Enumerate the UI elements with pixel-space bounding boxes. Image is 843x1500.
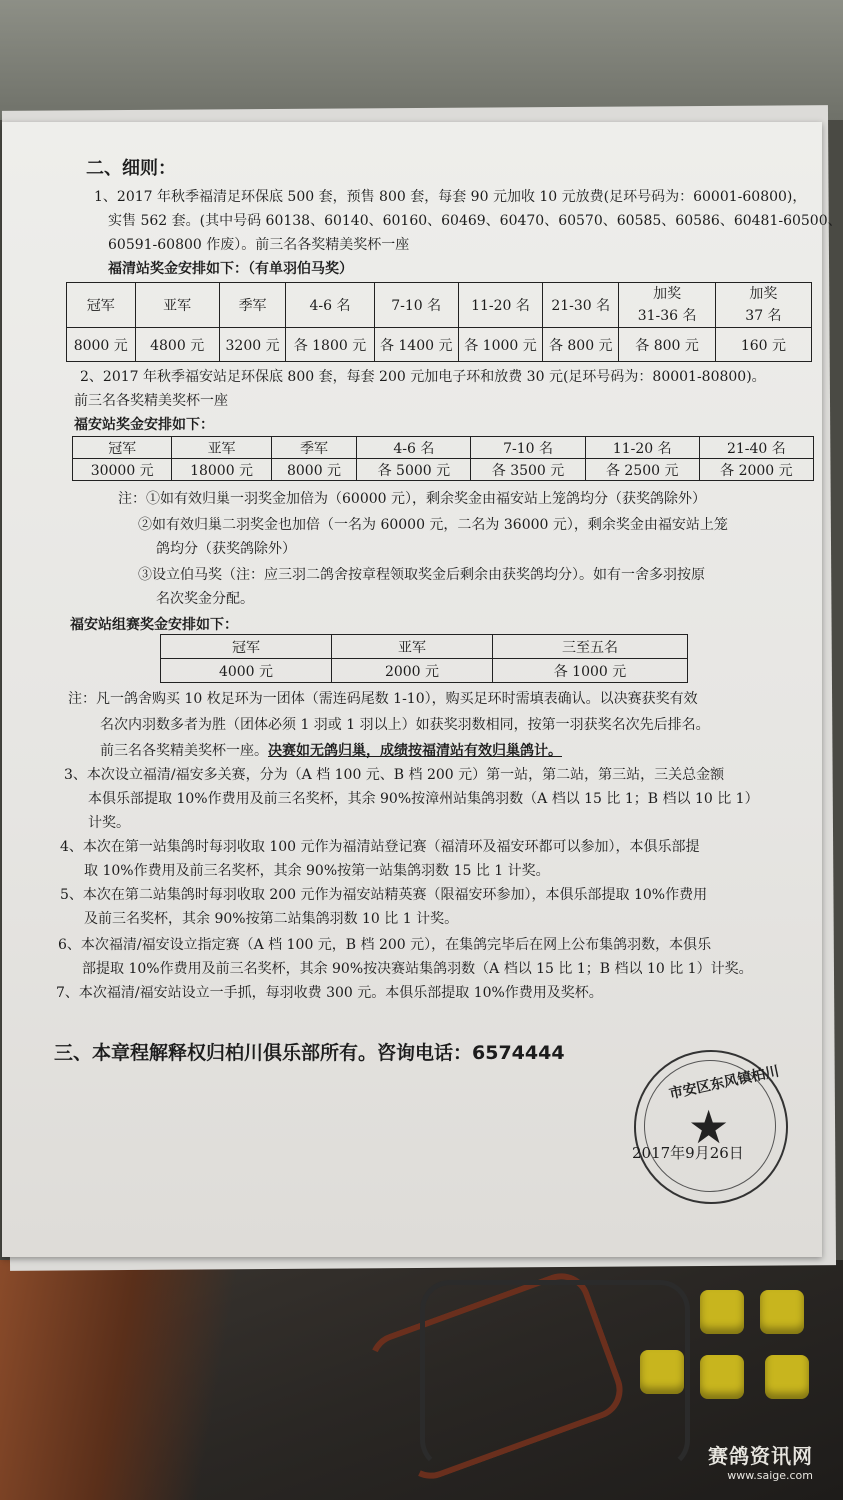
table-row [73,437,814,459]
table-cell: 各 800 元 [543,328,619,362]
item-3-line-1: 3、本次设立福清/福安多关赛，分为（A 档 100 元、B 档 200 元）第一站，第二站，第三站，三关总金额 [64,767,725,783]
team-note-trophy: 前三名各奖精美奖杯一座。 [100,743,268,759]
item-1-line-2: 实售 562 套。(其中号码 60138、60140、60160、60469、60470、60570、60585、60586、60481-60500、 [108,213,842,229]
note-3-line-2: 名次奖金分配。 [156,591,254,607]
table-header: 4-6 名 [286,283,374,328]
note-1: 注：①如有效归巢一羽奖金加倍为（60000 元），剩余奖金由福安站上笼鸽均分（获奖鸽除外） [118,491,706,507]
team-note-line-2: 名次内羽数多者为胜（团体必须 1 羽或 1 羽以上）如获奖羽数相同，按第一羽获奖名次先后排名。 [100,717,710,733]
table-cell: 2000 元 [332,659,493,683]
team-note-final: 决赛如无鸽归巢，成绩按福清站有效归巢鸽计。 [268,743,562,759]
table-cell: 各 1800 元 [286,328,374,362]
item-5-line-1: 5、本次在第二站集鸽时每羽收取 200 元作为福安站精英赛（限福安环参加），本俱乐部提取 10%作费用 [60,887,708,903]
table-header: 冠军 [73,437,172,459]
table-header: 21-40 名 [699,437,813,459]
table-cell: 160 元 [715,328,811,362]
table-header: 季军 [271,437,357,459]
seal-text: 市安区东风镇柏川 [667,1063,781,1103]
table-cell: 各 5000 元 [357,459,471,481]
table-cell: 各 1000 元 [458,328,542,362]
table-header: 11-20 名 [585,437,699,459]
table-row [161,659,688,683]
item-1-line-1: 1、2017 年秋季福清足环保底 500 套，预售 800 套，每套 90 元加收 10 元放费(足环号码为：60001-60800)， [94,189,807,205]
item-1-line-3: 60591-60800 作废）。前三名各奖精美奖杯一座 [108,237,410,253]
table-header: 21-30 名 [543,283,619,328]
watermark-name: 赛鸽资讯网 [708,1444,813,1468]
document-date: 2017年9月26日 [632,1144,744,1162]
watermark-url: www.saige.com [727,1469,813,1482]
table-cell: 各 2500 元 [585,459,699,481]
note-3-line-1: ③设立伯马奖（注：应三羽二鸽舍按章程领取奖金后剩余由获奖鸽均分）。如有一舍多羽按原 [138,567,705,583]
yellow-connector [700,1355,744,1399]
table-cell: 各 800 元 [619,328,715,362]
fuqing-prize-table [66,282,812,362]
team-note-line-1: 注：凡一鸽舍购买 10 枚足环为一团体（需连码尾数 1-10），购买足环时需填表确认。以决赛获奖有效 [68,691,698,707]
table-cell: 各 1000 元 [493,659,688,683]
watermark-logo [708,1440,813,1482]
yellow-connector [700,1290,744,1334]
note-2-line-1: ②如有效归巢二羽奖金也加倍（一名为 60000 元，二名为 36000 元），剩余奖金由福安站上笼 [138,517,728,533]
table-header: 季军 [219,283,286,328]
table-cell: 3200 元 [219,328,286,362]
team-note-line-3 [100,740,562,760]
table-row [73,459,814,481]
table-row [67,328,812,362]
item-2-line-2: 前三名各奖精美奖杯一座 [74,393,228,409]
table-header: 冠军 [67,283,136,328]
table-row [161,635,688,659]
table-cell: 8000 元 [271,459,357,481]
item-6-line-2: 部提取 10%作费用及前三名奖杯，其余 90%按决赛站集鸽羽数（A 档以 15 比 1；B 档以 10 比 1）计奖。 [82,961,753,977]
table-header: 亚军 [332,635,493,659]
table-cell: 4800 元 [135,328,219,362]
table-cell: 30000 元 [73,459,172,481]
table-header: 7-10 名 [374,283,458,328]
note-2-line-2: 鸽均分（获奖鸽除外） [156,541,296,557]
item-3-line-2: 本俱乐部提取 10%作费用及前三名奖杯，其余 90%按漳州站集鸽羽数（A 档以 15 比 1；B 档以 10 比 1） [88,791,759,807]
table-cell: 各 3500 元 [471,459,585,481]
yellow-connector [765,1355,809,1399]
seal-star-icon: ★ [688,1100,730,1154]
fuan-prize-title: 福安站奖金安排如下： [74,417,214,433]
item-5-line-2: 及前三名奖杯，其余 90%按第二站集鸽羽数 10 比 1 计奖。 [84,911,459,927]
section-2-title: 二、细则： [86,158,176,179]
table-cell: 4000 元 [161,659,332,683]
item-7-line-1: 7、本次福清/福安站设立一手抓，每羽收费 300 元。本俱乐部提取 10%作费用及奖杯。 [56,985,603,1001]
team-prize-table [160,634,688,683]
table-header: 亚军 [172,437,271,459]
cable [0,1260,300,1500]
table-header: 11-20 名 [458,283,542,328]
table-header: 亚军 [135,283,219,328]
table-row [67,283,812,328]
table-header: 三至五名 [493,635,688,659]
item-4-line-2: 取 10%作费用及前三名奖杯，其余 90%按第一站集鸽羽数 15 比 1 计奖。 [84,863,550,879]
item-2-line-1: 2、2017 年秋季福安站足环保底 800 套，每套 200 元加电子环和放费 30 元(足环号码为：80001-80800)。 [80,369,766,385]
fuqing-prize-title: 福清站奖金安排如下：（有单羽伯马奖） [108,261,353,277]
background-top [0,0,843,120]
item-3-line-3: 计奖。 [88,815,130,831]
table-header: 7-10 名 [471,437,585,459]
yellow-connector [640,1350,684,1394]
fuan-prize-table [72,436,814,481]
table-cell: 8000 元 [67,328,136,362]
item-6-line-1: 6、本次福清/福安设立指定赛（A 档 100 元，B 档 200 元），在集鸽完毕后在网上公布集鸽羽数，本俱乐 [58,937,712,953]
table-cell: 各 2000 元 [699,459,813,481]
table-cell: 18000 元 [172,459,271,481]
table-header: 加奖 37 名 [715,283,811,328]
section-3-text: 三、本章程解释权归柏川俱乐部所有。咨询电话：6574444 [54,1042,565,1064]
team-prize-title: 福安站组赛奖金安排如下： [70,617,238,633]
table-header: 加奖 31-36 名 [619,283,715,328]
item-4-line-1: 4、本次在第一站集鸽时每羽收取 100 元作为福清站登记赛（福清环及福安环都可以参加），本俱乐部提 [60,839,700,855]
table-header: 4-6 名 [357,437,471,459]
table-cell: 各 1400 元 [374,328,458,362]
yellow-connector [760,1290,804,1334]
table-header: 冠军 [161,635,332,659]
